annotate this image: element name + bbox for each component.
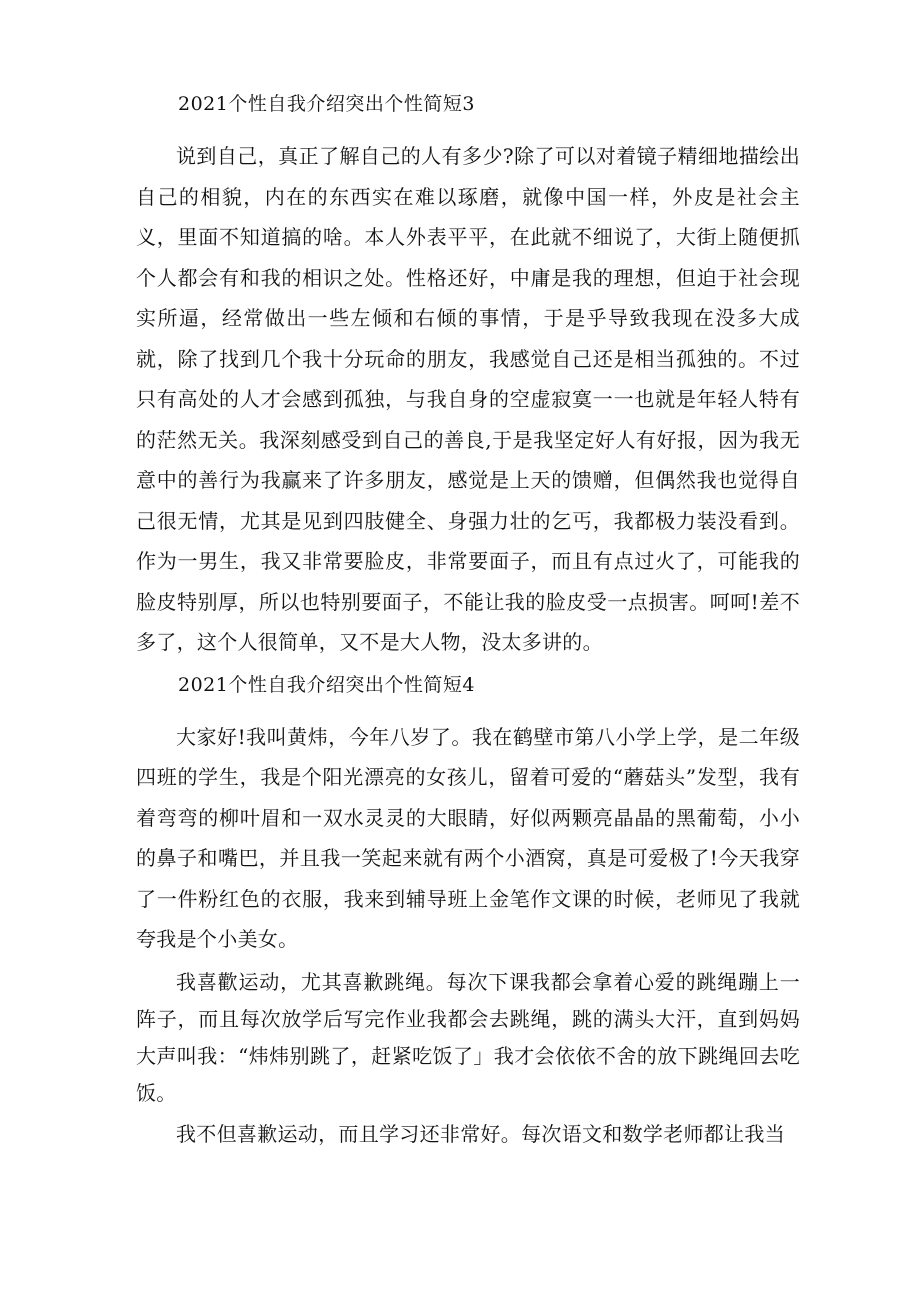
paragraph-sports: 我喜歡运动，尤其喜歉跳绳。每次下课我都会拿着心爱的跳绳蹦上一阵子，而且每次放学后写完作业我都会去跳绳，跳的满头大汗，直到妈妈大声叫我：“炜炜别跳了，赶紧吃饭了」我才会依依不舍的放下跳绳回去吃饭。 — [136, 969, 800, 1105]
paragraph-self-intro-4: 大家好!我叫黄炜，今年八岁了。我在鹤壁市第八小学上学，是二年级四班的学生，我是个阳光漂亮的女孩儿，留着可爱的“蘑菇头”发型，我有着弯弯的柳叶眉和一双水灵灵的大眼睛，好似两颗亮晶晶的黑葡萄，小小的鼻子和嘴巴，并且我一笑起来就有两个小酒窝，真是可爱极了!今天我穿了一件粉红色的衣服，我来到辅导班上金笔作文课的时候，老师见了我就夸我是个小美女。 — [136, 724, 800, 951]
document-body — [136, 90, 800, 1155]
paragraph-self-intro-3: 说到自己，真正了解自己的人有多少?除了可以对着镜子精细地描绘出自己的相貌，内在的东西实在难以琢磨，就像中国一样，外皮是社会主义，里面不知道搞的啥。本人外表平平，在此就不细说了，大街上随便抓个人都会有和我的相识之处。性格还好，中庸是我的理想，但迫于社会现实所逼，经常做出一些左倾和右倾的事情，于是乎导致我现在没多大成就，除了找到几个我十分玩命的朋友，我感觉自己还是相当孤独的。不过只有高处的人才会感到孤独，与我自身的空虚寂寞一一也就是年轻人特有的茫然无关。我深刻感受到自己的善良,于是我坚定好人有好报，因为我无意中的善行为我赢来了许多朋友，感觉是上天的馈赠，但偶然我也觉得自己很无情，尤其是见到四肢健全、身强力壮的乞丐，我都极力装没看到。作为一男生，我又非常要脸皮，非常要面子，而且有点过火了，可能我的脸皮特别厚，所以也特别要面子，不能让我的脸皮受一点损害。呵呵!差不多了，这个人很简单，又不是大人物，没太多讲的。 — [136, 144, 800, 654]
paragraph-study: 我不但喜歉运动，而且学习还非常好。每次语文和数学老师都让我当 — [176, 1121, 785, 1146]
section-heading-3: 2021个性自我介绍突出个性简短3 — [178, 93, 475, 115]
section-heading-4: 2021个性自我介绍突出个性简短4 — [178, 673, 475, 696]
